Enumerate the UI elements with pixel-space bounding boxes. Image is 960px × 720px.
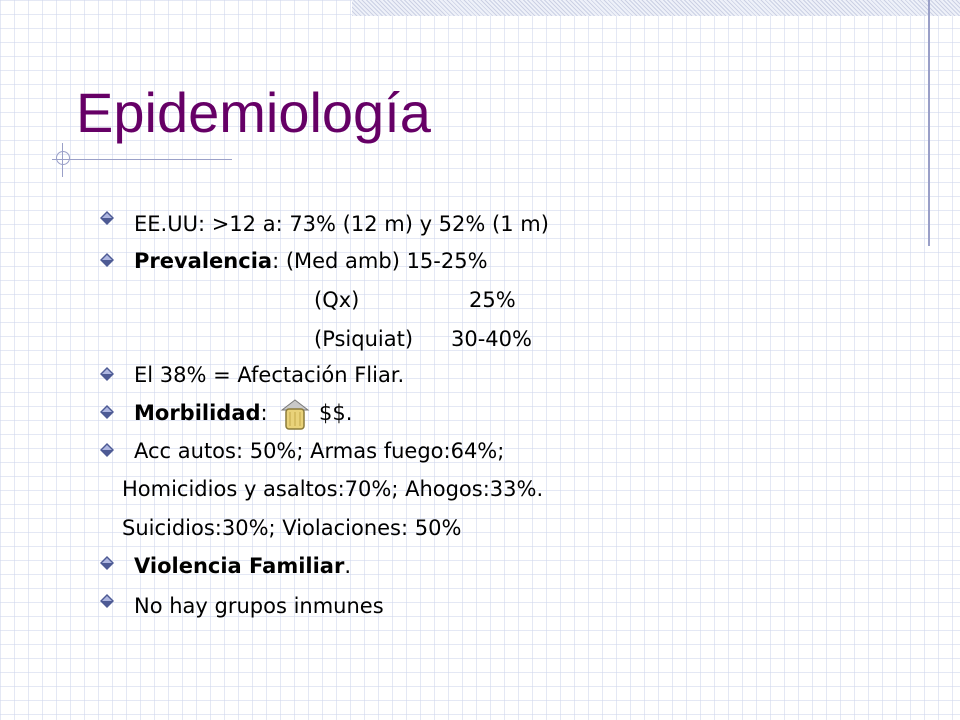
prevalencia-row-qx [314,282,516,318]
bullet-continuation-suicidios [122,510,461,546]
bullet-colon: : [260,401,268,425]
diamond-bullet-icon [100,556,114,570]
prevalencia-value: 30-40% [451,327,532,351]
diamond-bullet-icon [100,405,114,419]
hand-pointing-icon [280,398,310,430]
bullet-text: No hay grupos inmunes [134,594,384,618]
bullet-text: EE.UU: >12 a: 73% (12 m) y 52% (1 m) [134,212,549,236]
diamond-bullet-icon [100,253,114,267]
bullet-text: : (Med amb) 15-25% [272,249,488,273]
bullet-item-eeuu [134,206,549,242]
bullet-text: . [344,554,352,578]
bullet-text: Suicidios:30%; Violaciones: 50% [122,516,462,540]
bullet-text: Acc autos: 50%; Armas fuego:64%; [134,439,505,463]
bullet-item-morbilidad [134,395,352,431]
bullet-continuation-homicidios [122,471,543,507]
bullet-text: El 38% = Afectación Fliar. [134,363,405,387]
diamond-bullet-icon [100,367,114,381]
bullet-item-afectacion [134,357,404,393]
prevalencia-category: (Psiquiat) [314,327,414,351]
slide-title: Epidemiología [76,81,431,144]
bullet-label: Prevalencia [134,249,273,273]
bullet-item-inmunes [134,588,384,624]
prevalencia-row-psiquiat [314,321,532,357]
bullet-label: Violencia Familiar [134,554,345,578]
prevalencia-value: 25% [469,288,516,312]
bullet-item-acc-autos [134,433,504,469]
bullet-item-prevalencia [134,243,488,279]
diamond-bullet-icon [100,211,114,225]
diamond-bullet-icon [100,594,114,608]
bullet-text: Homicidios y asaltos:70%; Ahogos:33%. [122,477,544,501]
bullet-label: Morbilidad [134,401,261,425]
bullet-text: $$. [319,401,353,425]
prevalencia-category: (Qx) [314,288,360,312]
diamond-bullet-icon [100,443,114,457]
bullet-item-violencia [134,548,351,584]
